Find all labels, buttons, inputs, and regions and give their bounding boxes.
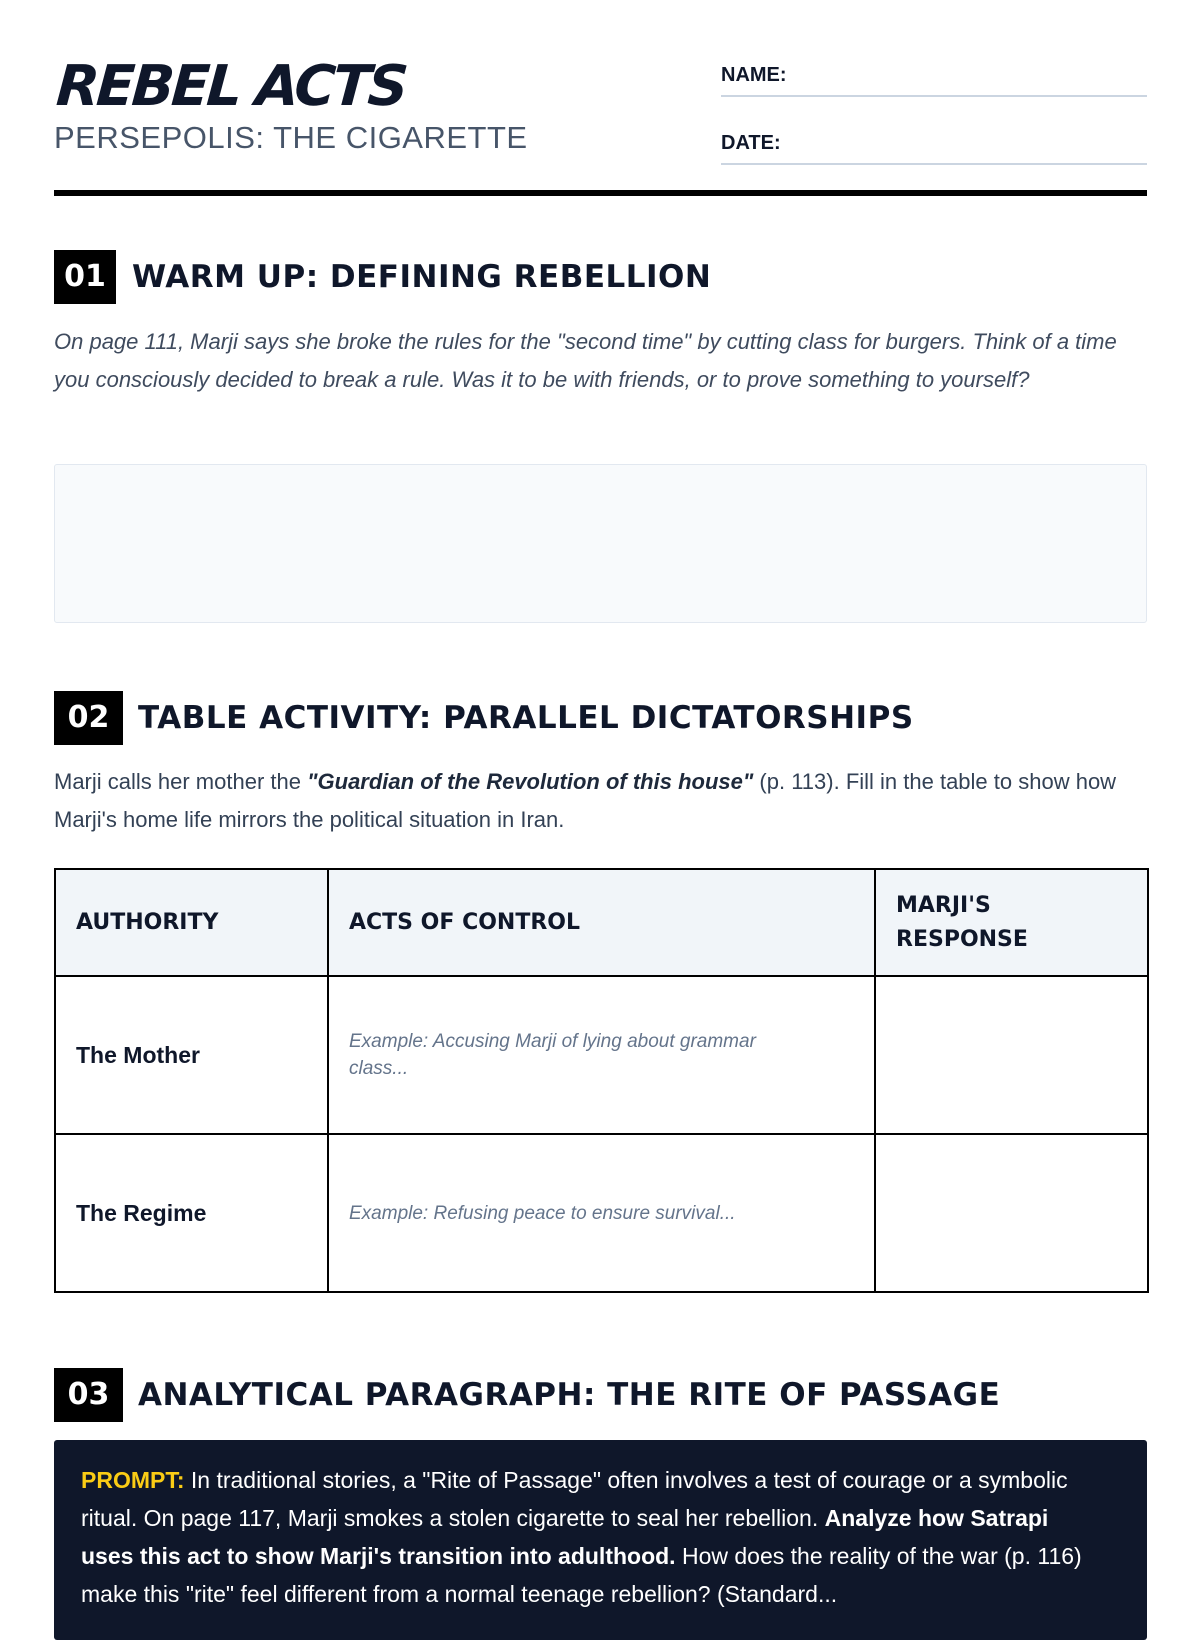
prompt-text-start: In traditional stories, a "Rite of Passage" often involves a test of courage or a symbolic ritual. On page 117, Marji smokes a stolen cigarette to seal her rebellion.	[81, 1467, 1068, 1531]
header-divider	[54, 190, 1147, 196]
section-2-number: 02	[54, 691, 123, 745]
response-cell[interactable]	[875, 1134, 1148, 1292]
authority-cell: The Mother	[55, 976, 328, 1134]
date-field	[721, 123, 1147, 165]
prompt-box	[54, 1440, 1147, 1640]
column-header-acts-of-control: ACTS OF CONTROL	[328, 869, 875, 976]
prompt-text-end: How does the reality of the war (p. 116) make this "rite" feel different from a normal teenage rebellion? (Standard...	[81, 1543, 1082, 1607]
acts-of-control-cell[interactable]: Example: Accusing Marji of lying about grammar class...	[328, 976, 875, 1134]
section-3-number: 03	[54, 1368, 123, 1422]
table-row	[55, 976, 1148, 1134]
name-input[interactable]	[801, 59, 1147, 91]
prompt-emphasis: Analyze how Satrapi uses this act to show Marji's transition into adulthood.	[81, 1505, 1049, 1569]
page-subtitle: PERSEPOLIS: THE CIGARETTE	[54, 120, 528, 155]
section-1-title: WARM UP: DEFINING REBELLION	[132, 259, 712, 295]
section-3-title: ANALYTICAL PARAGRAPH: THE RITE OF PASSAGE	[138, 1377, 1001, 1413]
table-intro-text-end: (p. 113). Fill in the table to show how Marji's home life mirrors the political situation in Iran.	[54, 769, 1117, 832]
column-header-authority: AUTHORITY	[55, 869, 328, 976]
response-cell[interactable]	[875, 976, 1148, 1134]
date-input[interactable]	[801, 127, 1147, 159]
prompt-label: PROMPT:	[81, 1467, 185, 1493]
warmup-question: On page 111, Marji says she broke the rules for the "second time" by cutting class for burgers. Think of a time you consciously decided to break a rule. Was it to be with friends, or to prove something to yourself?	[54, 329, 1117, 392]
prompt-text	[81, 1461, 1102, 1613]
table-intro	[54, 763, 1147, 839]
table-header-row	[55, 869, 1148, 976]
date-label: DATE:	[721, 132, 781, 154]
section-2-title: TABLE ACTIVITY: PARALLEL DICTATORSHIPS	[138, 700, 914, 736]
name-field	[721, 55, 1147, 97]
acts-of-control-cell[interactable]: Example: Refusing peace to ensure survival...	[328, 1134, 875, 1292]
name-label: NAME:	[721, 64, 787, 86]
table-intro-text-start: Marji calls her mother the	[54, 769, 308, 794]
column-header-marjis-response: MARJI'S RESPONSE	[875, 869, 1148, 976]
section-1-number: 01	[54, 250, 116, 304]
authority-cell: The Regime	[55, 1134, 328, 1292]
worksheet-header	[54, 0, 1147, 198]
table-row	[55, 1134, 1148, 1292]
parallel-dictatorships-table	[54, 868, 1149, 1293]
warmup-answer-box[interactable]	[54, 464, 1147, 623]
guardian-quote: "Guardian of the Revolution of this house"	[307, 769, 754, 794]
page-title: REBEL ACTS	[54, 54, 408, 119]
